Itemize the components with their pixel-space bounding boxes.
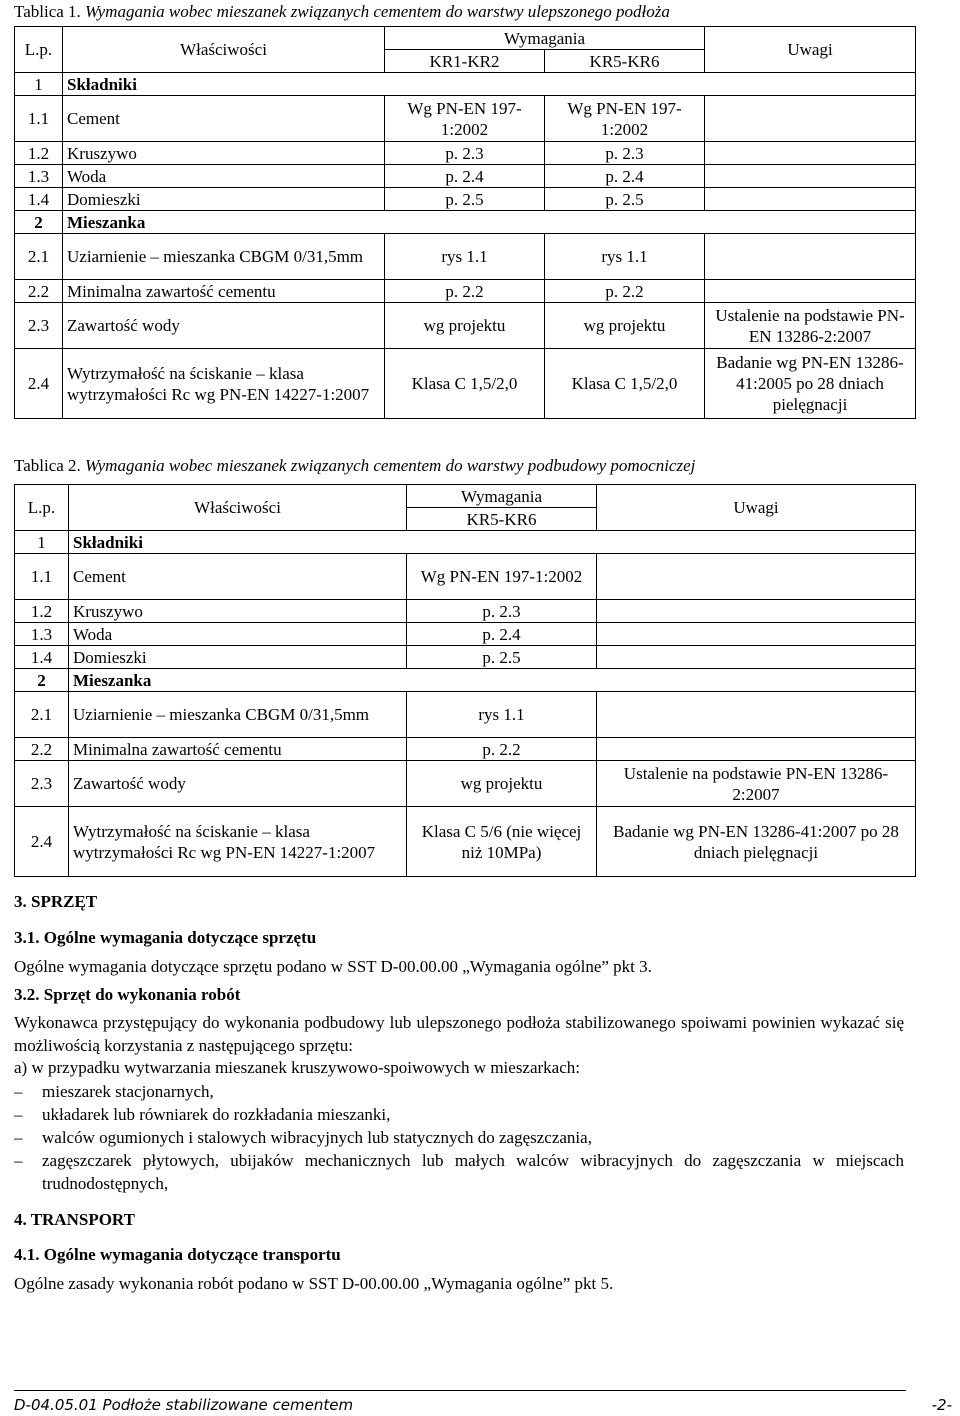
t1-name: Składniki: [63, 73, 916, 96]
t1-lp: 2.1: [15, 234, 63, 280]
t2-header-wlasciwosci: Właściwości: [69, 485, 407, 531]
t1-kr5: wg projektu: [545, 303, 705, 349]
section-3-1-title: 3.1. Ogólne wymagania dotyczące sprzętu: [14, 928, 317, 947]
table-row: [15, 142, 916, 165]
t2-lp: 2.1: [15, 692, 69, 738]
table-row: [15, 600, 916, 623]
t1-kr1: p. 2.5: [385, 188, 545, 211]
t2-kr5: p. 2.5: [407, 646, 597, 669]
t1-header-uwagi: Uwagi: [705, 27, 916, 73]
footer-title: D-04.05.01 Podłoże stabilizowane cementem: [14, 1396, 354, 1414]
t1-name: Domieszki: [63, 188, 385, 211]
table2: [14, 484, 916, 877]
t2-uwagi: [597, 600, 916, 623]
equipment-list: [14, 1080, 904, 1195]
t1-uwagi: [705, 234, 916, 280]
t2-header-uwagi: Uwagi: [597, 485, 916, 531]
table-row: [15, 531, 916, 554]
t1-lp: 2.2: [15, 280, 63, 303]
t1-kr5: rys 1.1: [545, 234, 705, 280]
t1-name: Wytrzymałość na ściskanie – klasa wytrzymałości Rc wg PN-EN 14227-1:2007: [63, 349, 385, 419]
t1-uwagi: Ustalenie na podstawie PN-EN 13286-2:2007: [705, 303, 916, 349]
t2-name: Kruszywo: [69, 600, 407, 623]
t1-lp: 2.3: [15, 303, 63, 349]
footer-page-number: -2-: [931, 1396, 952, 1414]
t2-uwagi: [597, 554, 916, 600]
t2-kr5: p. 2.2: [407, 738, 597, 761]
t1-kr5: Wg PN-EN 197-1:2002: [545, 96, 705, 142]
table-row: [15, 73, 916, 96]
table1-caption: [14, 2, 670, 22]
t1-lp: 1.2: [15, 142, 63, 165]
dash-marker: –: [14, 1105, 23, 1124]
t2-lp: 2.2: [15, 738, 69, 761]
dash-marker: –: [14, 1151, 23, 1170]
t2-kr5: p. 2.4: [407, 623, 597, 646]
t2-header-kr5: KR5-KR6: [407, 508, 597, 531]
t2-name: Składniki: [69, 531, 916, 554]
table2-caption: [14, 456, 695, 476]
t1-header-kr5: KR5-KR6: [545, 50, 705, 73]
table1-caption-text: Wymagania wobec mieszanek związanych cementem do warstwy ulepszonego podłoża: [85, 2, 670, 21]
t2-name: Domieszki: [69, 646, 407, 669]
list-item: – mieszarek stacjonarnych,: [14, 1082, 214, 1101]
t2-lp: 2: [15, 669, 69, 692]
table-row: [15, 761, 916, 807]
t2-kr5: Wg PN-EN 197-1:2002: [407, 554, 597, 600]
table-row: [15, 234, 916, 280]
table-row: [15, 807, 916, 877]
list-item: – układarek lub równiarek do rozkładania mieszanki,: [14, 1105, 391, 1124]
t2-uwagi: Badanie wg PN-EN 13286-41:2007 po 28 dniach pielęgnacji: [597, 807, 916, 877]
t1-name: Uziarnienie – mieszanka CBGM 0/31,5mm: [63, 234, 385, 280]
table-row: [15, 188, 916, 211]
t1-name: Kruszywo: [63, 142, 385, 165]
table-row: [15, 623, 916, 646]
t2-header-lp: L.p.: [15, 485, 69, 531]
table2-caption-prefix: Tablica 2.: [14, 456, 81, 475]
table-row: [15, 280, 916, 303]
t1-kr1: Wg PN-EN 197-1:2002: [385, 96, 545, 142]
table1: [14, 26, 916, 419]
t2-lp: 1.3: [15, 623, 69, 646]
table-row: [15, 554, 916, 600]
t1-lp: 1.3: [15, 165, 63, 188]
section-4-1-title: 4.1. Ogólne wymagania dotyczące transportu: [14, 1245, 341, 1264]
t1-name: Cement: [63, 96, 385, 142]
table-row: [15, 646, 916, 669]
table-row: [15, 303, 916, 349]
t1-header-wymagania: Wymagania: [385, 27, 705, 50]
t1-uwagi: [705, 188, 916, 211]
section-3-2-item-a: a) w przypadku wytwarzania mieszanek kruszywowo-spoiwowych w mieszarkach:: [14, 1058, 580, 1077]
t2-name: Woda: [69, 623, 407, 646]
t1-lp: 2.4: [15, 349, 63, 419]
t1-uwagi: [705, 280, 916, 303]
table-row: [15, 165, 916, 188]
t1-header-kr1: KR1-KR2: [385, 50, 545, 73]
t2-lp: 1.2: [15, 600, 69, 623]
t1-kr5: p. 2.3: [545, 142, 705, 165]
t1-header-lp: L.p.: [15, 27, 63, 73]
t2-uwagi: [597, 738, 916, 761]
table-row: [15, 211, 916, 234]
t1-kr1: rys 1.1: [385, 234, 545, 280]
t1-kr5: p. 2.2: [545, 280, 705, 303]
t2-lp: 1: [15, 531, 69, 554]
t2-lp: 1.1: [15, 554, 69, 600]
section-4-1-text: Ogólne zasady wykonania robót podano w SST D-00.00.00 „Wymagania ogólne” pkt 5.: [14, 1274, 614, 1293]
t1-name: Mieszanka: [63, 211, 916, 234]
t2-name: Zawartość wody: [69, 761, 407, 807]
table2-caption-text: Wymagania wobec mieszanek związanych cementem do warstwy podbudowy pomocniczej: [85, 456, 696, 475]
dash-marker: –: [14, 1082, 23, 1101]
footer-divider: [14, 1390, 906, 1391]
t2-name: Cement: [69, 554, 407, 600]
t1-kr5: p. 2.5: [545, 188, 705, 211]
section-3-title: 3. SPRZĘT: [14, 892, 98, 911]
t1-lp: 1.1: [15, 96, 63, 142]
t2-lp: 2.3: [15, 761, 69, 807]
dash-marker: –: [14, 1128, 23, 1147]
t1-kr1: p. 2.3: [385, 142, 545, 165]
table-row: [15, 669, 916, 692]
t1-name: Woda: [63, 165, 385, 188]
section-4-title: 4. TRANSPORT: [14, 1210, 135, 1229]
t1-lp: 1: [15, 73, 63, 96]
t1-uwagi: [705, 165, 916, 188]
section-3-2-text: Wykonawca przystępujący do wykonania podbudowy lub ulepszonego podłoża stabilizowanego spoiwami powinien wykazać się możliwością korzystania z następującego sprzętu:: [14, 1013, 904, 1055]
t2-lp: 2.4: [15, 807, 69, 877]
t2-kr5: wg projektu: [407, 761, 597, 807]
t2-uwagi: Ustalenie na podstawie PN-EN 13286-2:2007: [597, 761, 916, 807]
t2-name: Wytrzymałość na ściskanie – klasa wytrzymałości Rc wg PN-EN 14227-1:2007: [69, 807, 407, 877]
t1-lp: 1.4: [15, 188, 63, 211]
t1-uwagi: [705, 142, 916, 165]
section-3-2-title: 3.2. Sprzęt do wykonania robót: [14, 985, 241, 1004]
t1-kr1: Klasa C 1,5/2,0: [385, 349, 545, 419]
t1-uwagi: Badanie wg PN-EN 13286-41:2005 po 28 dniach pielęgnacji: [705, 349, 916, 419]
list-item: – walców ogumionych i stalowych wibracyjnych lub statycznych do zagęszczania,: [14, 1128, 592, 1147]
t2-name: Mieszanka: [69, 669, 916, 692]
table-row: [15, 692, 916, 738]
t2-header-wymagania: Wymagania: [407, 485, 597, 508]
t2-kr5: rys 1.1: [407, 692, 597, 738]
t2-name: Minimalna zawartość cementu: [69, 738, 407, 761]
table-row: [15, 349, 916, 419]
t2-kr5: Klasa C 5/6 (nie więcej niż 10MPa): [407, 807, 597, 877]
t2-lp: 1.4: [15, 646, 69, 669]
t1-kr5: Klasa C 1,5/2,0: [545, 349, 705, 419]
t1-header-wlasciwosci: Właściwości: [63, 27, 385, 73]
t1-kr1: p. 2.2: [385, 280, 545, 303]
table-row: [15, 738, 916, 761]
section-3-1-text: Ogólne wymagania dotyczące sprzętu podano w SST D-00.00.00 „Wymagania ogólne” pkt 3.: [14, 957, 652, 976]
list-item: – zagęszczarek płytowych, ubijaków mechanicznych lub małych walców wibracyjnych do zagęszczania w miejscach trudnodostępnych,: [14, 1151, 904, 1193]
table-row: [15, 96, 916, 142]
t1-kr1: wg projektu: [385, 303, 545, 349]
table1-caption-prefix: Tablica 1.: [14, 2, 81, 21]
t2-uwagi: [597, 646, 916, 669]
t1-uwagi: [705, 96, 916, 142]
t2-uwagi: [597, 692, 916, 738]
t2-uwagi: [597, 623, 916, 646]
t2-kr5: p. 2.3: [407, 600, 597, 623]
t1-kr1: p. 2.4: [385, 165, 545, 188]
t1-name: Minimalna zawartość cementu: [63, 280, 385, 303]
t1-lp: 2: [15, 211, 63, 234]
t2-name: Uziarnienie – mieszanka CBGM 0/31,5mm: [69, 692, 407, 738]
t1-kr5: p. 2.4: [545, 165, 705, 188]
t1-name: Zawartość wody: [63, 303, 385, 349]
